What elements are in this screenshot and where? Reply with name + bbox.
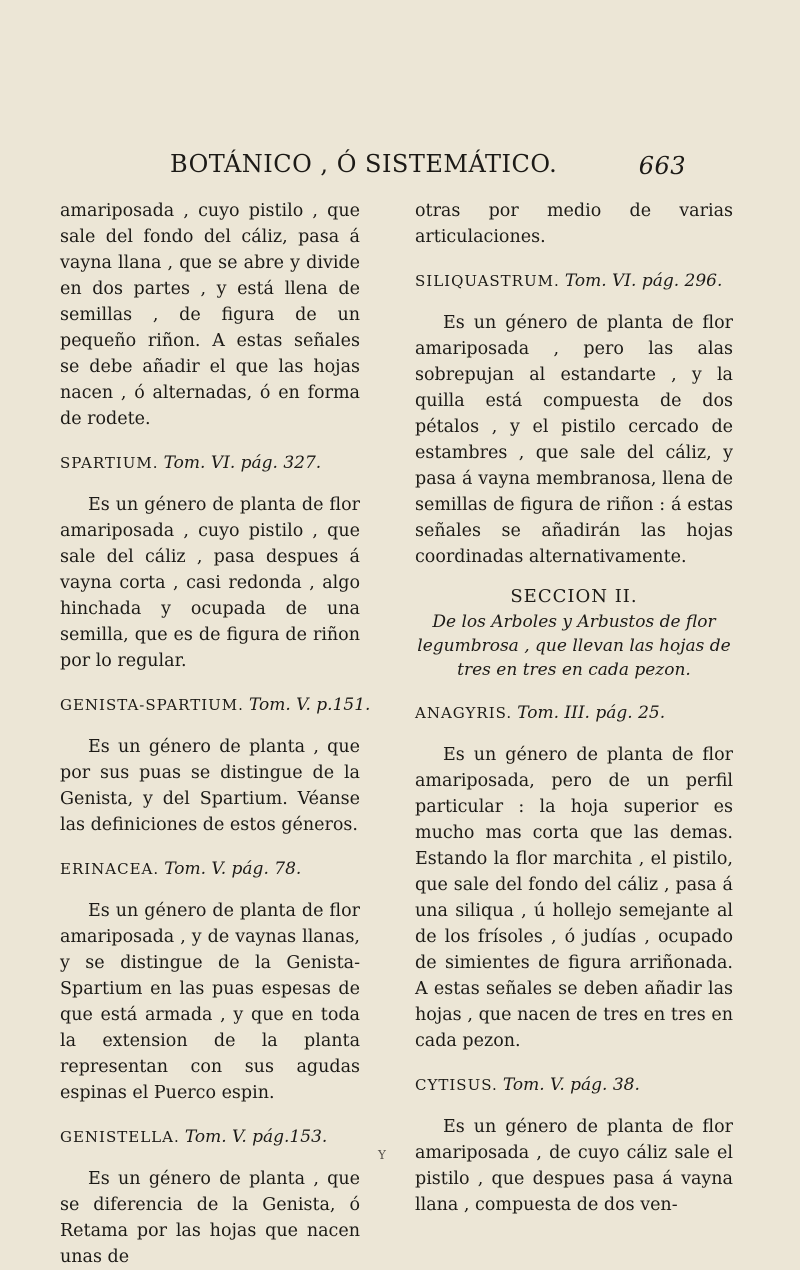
page-number: 663 xyxy=(638,152,686,180)
paragraph: Es un género de planta de flor amariposada , y de vaynas llanas, y se distingue de la Genista-Spartium en las puas espesas de que está armada , y que en toda la extension de la planta representan con sus agudas espinas el Puerco espin. xyxy=(60,901,360,1103)
right-column xyxy=(415,198,733,1218)
left-column xyxy=(60,198,371,1270)
genus-entry xyxy=(415,700,733,726)
genus-reference: Tom. III. pág. 25. xyxy=(517,703,666,723)
genus-entry xyxy=(60,692,371,718)
genus-reference: Tom. V. p.151. xyxy=(249,695,371,715)
paragraph: Es un género de planta de flor amariposada , cuyo pistilo , que sale del cáliz , pasa despues á vayna corta , casi redonda , algo hinchada y ocupada de una semilla, que es de figura de riñon por lo regular. xyxy=(60,495,360,671)
header-title: BOTÁNICO , Ó SISTEMÁTICO. xyxy=(170,150,558,178)
genus-entry xyxy=(60,450,360,476)
genus-reference: Tom. VI. pág. 296. xyxy=(564,271,723,291)
paragraph: Es un género de planta , que se diferencia de la Genista, ó Retama por las hojas que nacen unas de xyxy=(60,1169,360,1267)
genus-name: CYTISUS. xyxy=(415,1076,498,1094)
genus-name: GENISTA-SPARTIUM. xyxy=(60,696,244,714)
running-header xyxy=(170,150,686,180)
genus-name: SILIQUASTRUM. xyxy=(415,272,560,290)
genus-reference: Tom. VI. pág. 327. xyxy=(163,453,322,473)
paragraph: Es un género de planta de flor amariposada, pero de un perfil particular : la hoja superior es mucho mas corta que las demas. Estando la flor marchita , el pistilo, que sale del fondo del cáliz , pasa á una siliqua , ú hollejo semejante al de los frísoles , ó judías , ocupado de simientes de figura arriñonada. A estas señales se deben añadir las hojas , que nacen de tres en tres en cada pezon. xyxy=(415,745,733,1051)
paragraph: Es un género de planta de flor amariposada , de cuyo cáliz sale el pistilo , que despues pasa á vayna llana , compuesta de dos ven- xyxy=(415,1117,733,1215)
genus-entry xyxy=(60,1124,360,1150)
genus-name: SPARTIUM. xyxy=(60,454,159,472)
genus-name: ERINACEA. xyxy=(60,860,160,878)
paragraph: amariposada , cuyo pistilo , que sale del fondo del cáliz, pasa á vayna llana , que se abre y divide en dos partes , y está llena de semillas , de figura de un pequeño riñon. A estas señales se debe añadir el que las hojas nacen , ó alternadas, ó en forma de rodete. xyxy=(60,201,360,429)
genus-entry xyxy=(415,1072,733,1098)
genus-name: GENISTELLA. xyxy=(60,1128,180,1146)
paragraph: Es un género de planta de flor amariposada , pero las alas sobrepujan al estandarte , y la quilla está compuesta de dos pétalos , y el pistilo cercado de estambres , que sale del cáliz, y pasa á vayna membranosa, llena de semillas de figura de riñon : á estas señales se añadirán las hojas coordinadas alternativamente. xyxy=(415,313,733,567)
genus-reference: Tom. V. pág. 38. xyxy=(502,1075,640,1095)
section-subtitle: De los Arboles y Arbustos de flor legumbrosa , que llevan las hojas de tres en tres en cada pezon. xyxy=(417,612,731,680)
genus-reference: Tom. V. pág. 78. xyxy=(164,859,302,879)
paragraph: otras por medio de varias articulaciones. xyxy=(415,201,733,247)
genus-entry xyxy=(415,268,733,294)
genus-name: ANAGYRIS. xyxy=(415,704,513,722)
section-title: SECCION II. xyxy=(510,586,638,607)
signature-mark: Y xyxy=(378,1148,386,1162)
paragraph: Es un género de planta , que por sus puas se distingue de la Genista, y del Spartium. Véanse las definiciones de estos géneros. xyxy=(60,737,360,835)
genus-reference: Tom. V. pág.153. xyxy=(184,1127,328,1147)
genus-entry xyxy=(60,856,360,882)
